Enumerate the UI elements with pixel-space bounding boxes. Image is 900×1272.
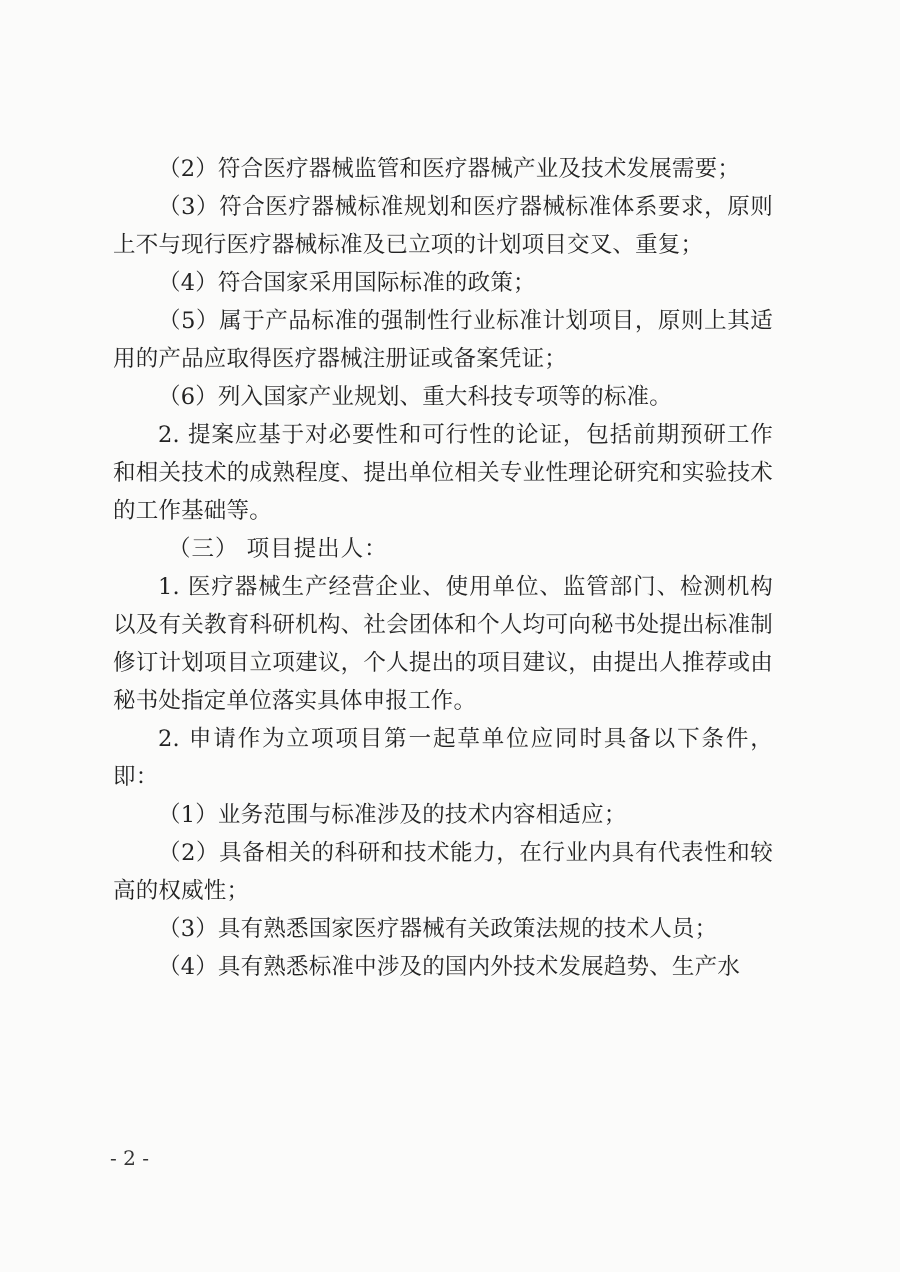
paragraph: （3）具有熟悉国家医疗器械有关政策法规的技术人员； <box>158 916 718 942</box>
paragraph: （2）符合医疗器械监管和医疗器械产业及技术发展需要； <box>158 156 741 182</box>
section-heading: （三） 项目提出人： <box>168 536 388 562</box>
paragraph: （6）列入国家产业规划、重大科技专项等的标准。 <box>158 384 672 410</box>
paragraph: （5）属于产品标准的强制性行业标准计划项目，原则上其适用的产品应取得医疗器械注册证或备案凭证； <box>113 308 773 372</box>
document-body <box>113 150 773 986</box>
paragraph: （2）具备相关的科研和技术能力，在行业内具有代表性和较高的权威性； <box>113 840 773 904</box>
paragraph: 2. 申请作为立项项目第一起草单位应同时具备以下条件，即： <box>113 726 773 790</box>
page-number: - 2 - <box>110 1146 149 1170</box>
paragraph: （4）符合国家采用国际标准的政策； <box>158 270 536 296</box>
paragraph: （4）具有熟悉标准中涉及的国内外技术发展趋势、生产水 <box>158 954 741 980</box>
paragraph: （3）符合医疗器械标准规划和医疗器械标准体系要求，原则上不与现行医疗器械标准及已立项的计划项目交叉、重复； <box>113 194 773 258</box>
paragraph: （1）业务范围与标准涉及的技术内容相适应； <box>158 802 627 828</box>
paragraph: 2. 提案应基于对必要性和可行性的论证，包括前期预研工作和相关技术的成熟程度、提出单位相关专业性理论研究和实验技术的工作基础等。 <box>113 422 773 524</box>
paragraph: 1. 医疗器械生产经营企业、使用单位、监管部门、检测机构以及有关教育科研机构、社会团体和个人均可向秘书处提出标准制修订计划项目立项建议，个人提出的项目建议，由提出人推荐或由秘书处指定单位落实具体申报工作。 <box>113 574 773 714</box>
